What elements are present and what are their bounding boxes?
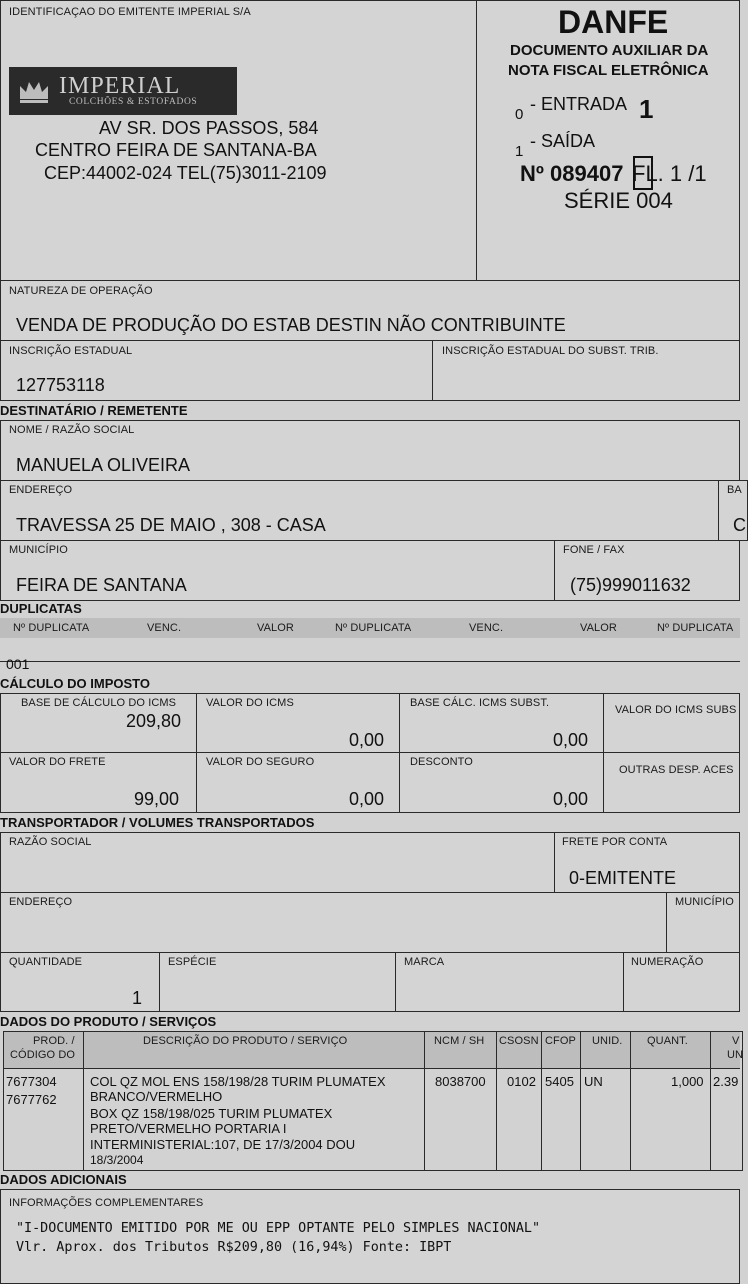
- danfe-subtitle-1: DOCUMENTO AUXILIAR DA: [510, 42, 709, 59]
- inscricao-subst-label: INSCRIÇÃO ESTADUAL DO SUBST. TRIB.: [442, 345, 659, 357]
- col-header-quant: QUANT.: [647, 1035, 688, 1047]
- col-div-codigo: [83, 1031, 84, 1171]
- quantidade-label: QUANTIDADE: [9, 956, 83, 968]
- seguro-value: 0,00: [349, 789, 385, 809]
- endereco-label: ENDEREÇO: [9, 484, 73, 496]
- duplicatas-section-title: DUPLICATAS: [0, 601, 82, 616]
- destinatario-section-title: DESTINATÁRIO / REMETENTE: [0, 403, 188, 418]
- logo-name: IMPERIAL: [59, 73, 181, 99]
- col-div-descricao: [424, 1031, 425, 1171]
- base-subst-label: BASE CÁLC. ICMS SUBST.: [410, 697, 550, 709]
- row-unid: UN: [584, 1074, 603, 1089]
- nota-folha: FL. 1 /1: [632, 161, 707, 186]
- inscricao-value: 127753118: [16, 375, 105, 395]
- transp-municipio-label: MUNICÍPIO: [675, 896, 734, 908]
- tipo-operacao-value: 1: [639, 94, 654, 124]
- especie-label: ESPÉCIE: [168, 956, 217, 968]
- outras-label: OUTRAS DESP. ACES: [619, 764, 734, 776]
- col-div-quant: [710, 1031, 711, 1171]
- row-ncm: 8038700: [435, 1074, 486, 1089]
- saida-label: - SAÍDA: [530, 131, 596, 151]
- outras-box: [603, 752, 740, 813]
- fone-label: FONE / FAX: [563, 544, 625, 556]
- info-complementares-label: INFORMAÇÕES COMPLEMENTARES: [9, 1197, 204, 1209]
- emitente-label: IDENTIFICAÇAO DO EMITENTE IMPERIAL S/A: [9, 6, 251, 18]
- row-cfop: 5405: [545, 1074, 574, 1089]
- company-logo: [9, 67, 237, 115]
- col-div-unid: [630, 1031, 631, 1171]
- produtos-section-title: DADOS DO PRODUTO / SERVIÇOS: [0, 1014, 217, 1029]
- quantidade-value: 1: [132, 988, 143, 1008]
- natureza-label: NATUREZA DE OPERAÇÃO: [9, 285, 153, 297]
- col-header-csosn: CSOSN: [499, 1035, 539, 1047]
- col-header-codigo-2: CÓDIGO DO: [10, 1049, 76, 1061]
- nome-value: MANUELA OLIVEIRA: [16, 455, 191, 475]
- dup-first-number: 001: [6, 656, 30, 672]
- valor-subst-label: VALOR DO ICMS SUBS: [615, 704, 737, 716]
- row-codigo-1: 7677304: [6, 1074, 57, 1089]
- col-header-vunit-1: V: [732, 1035, 740, 1047]
- col-header-ncm: NCM / SH: [434, 1035, 485, 1047]
- logo-subtitle: COLCHÕES & ESTOFADOS: [69, 97, 198, 107]
- adicionais-section-title: DADOS ADICIONAIS: [0, 1172, 127, 1187]
- marca-label: MARCA: [404, 956, 445, 968]
- seguro-label: VALOR DO SEGURO: [206, 756, 315, 768]
- col-header-cfop: CFOP: [545, 1035, 576, 1047]
- transp-endereco-box: [0, 892, 668, 953]
- row-codigo-2: 7677762: [6, 1092, 57, 1107]
- col-div-csosn: [541, 1031, 542, 1171]
- dup-header-venc-1: VENC.: [147, 622, 182, 634]
- row-desc-1: COL QZ MOL ENS 158/198/28 TURIM PLUMATEX: [90, 1074, 386, 1089]
- info-line-1: "I-DOCUMENTO EMITIDO POR ME OU EPP OPTANTE PELO SIMPLES NACIONAL": [16, 1221, 541, 1236]
- frete-conta-value: 0-EMITENTE: [569, 868, 677, 888]
- row-desc-3: BOX QZ 158/198/025 TURIM PLUMATEX: [90, 1106, 333, 1121]
- nota-numero: Nº 089407: [520, 161, 624, 186]
- municipio-label: MUNICÍPIO: [9, 544, 68, 556]
- col-div-ncm: [496, 1031, 497, 1171]
- frete-label: VALOR DO FRETE: [9, 756, 106, 768]
- col-header-unid: UNID.: [592, 1035, 623, 1047]
- frete-conta-label: FRETE POR CONTA: [562, 836, 668, 848]
- dup-header-numero-3: Nº DUPLICATA: [657, 622, 734, 634]
- fone-value: (75)999011632: [570, 575, 691, 595]
- dup-header-numero-2: Nº DUPLICATA: [335, 622, 412, 634]
- row-vunit: 2.39: [713, 1074, 739, 1089]
- base-icms-label: BASE DE CÁLCULO DO ICMS: [21, 697, 177, 709]
- bairro-label: BA: [727, 484, 742, 496]
- row-desc-4: PRETO/VERMELHO PORTARIA I: [90, 1121, 287, 1136]
- saida-number: 1: [515, 143, 524, 160]
- emitente-address-line2: CENTRO FEIRA DE SANTANA-BA: [35, 140, 317, 160]
- imposto-section-title: CÁLCULO DO IMPOSTO: [0, 676, 150, 691]
- entrada-label: - ENTRADA: [530, 94, 628, 114]
- numeracao-label: NUMERAÇÃO: [631, 956, 704, 968]
- emitente-address-line3: CEP:44002-024 TEL(75)3011-2109: [44, 163, 327, 183]
- inscricao-label: INSCRIÇÃO ESTADUAL: [9, 345, 133, 357]
- row-csosn: 0102: [507, 1074, 536, 1089]
- col-header-vunit-2: UN: [727, 1049, 744, 1061]
- row-desc-2: BRANCO/VERMELHO: [90, 1089, 223, 1104]
- natureza-value: VENDA DE PRODUÇÃO DO ESTAB DESTIN NÃO CONTRIBUINTE: [16, 315, 566, 335]
- dup-header-valor-2: VALOR: [580, 622, 617, 634]
- info-line-2: Vlr. Aprox. dos Tributos R$209,80 (16,94%) Fonte: IBPT: [16, 1240, 452, 1255]
- base-subst-value: 0,00: [553, 730, 589, 750]
- dup-header-valor-1: VALOR: [257, 622, 294, 634]
- duplicatas-bottom-line: [0, 661, 740, 662]
- row-desc-6: 18/3/2004: [90, 1153, 144, 1167]
- valor-subst-box: [603, 693, 740, 753]
- danfe-subtitle-2: NOTA FISCAL ELETRÔNICA: [508, 62, 709, 79]
- valor-icms-value: 0,00: [349, 730, 385, 750]
- transp-endereco-label: ENDEREÇO: [9, 896, 73, 908]
- valor-icms-label: VALOR DO ICMS: [206, 697, 294, 709]
- nome-label: NOME / RAZÃO SOCIAL: [9, 424, 135, 436]
- dup-header-numero-1: Nº DUPLICATA: [13, 622, 90, 634]
- emitente-address-line1: AV SR. DOS PASSOS, 584: [99, 118, 319, 138]
- frete-value: 99,00: [134, 789, 180, 809]
- danfe-title: DANFE: [558, 4, 669, 40]
- entrada-number: 0: [515, 106, 524, 123]
- municipio-value: FEIRA DE SANTANA: [16, 575, 187, 595]
- col-header-codigo-1: PROD. /: [33, 1035, 75, 1047]
- razao-label: RAZÃO SOCIAL: [9, 836, 92, 848]
- base-icms-value: 209,80: [126, 711, 182, 731]
- col-header-descricao: DESCRIÇÃO DO PRODUTO / SERVIÇO: [143, 1035, 348, 1047]
- dup-header-venc-2: VENC.: [469, 622, 504, 634]
- crown-icon: [17, 77, 51, 105]
- nota-serie: SÉRIE 004: [564, 188, 673, 213]
- transportador-section-title: TRANSPORTADOR / VOLUMES TRANSPORTADOS: [0, 815, 315, 830]
- row-desc-5: INTERMINISTERIAL:107, DE 17/3/2004 DOU: [90, 1137, 356, 1152]
- cursor-marker: [633, 156, 653, 190]
- desconto-label: DESCONTO: [410, 756, 473, 768]
- desconto-value: 0,00: [553, 789, 589, 809]
- col-div-cfop: [580, 1031, 581, 1171]
- bairro-value: C: [733, 515, 746, 535]
- endereco-value: TRAVESSA 25 DE MAIO , 308 - CASA: [16, 515, 326, 535]
- row-quant: 1,000: [671, 1074, 704, 1089]
